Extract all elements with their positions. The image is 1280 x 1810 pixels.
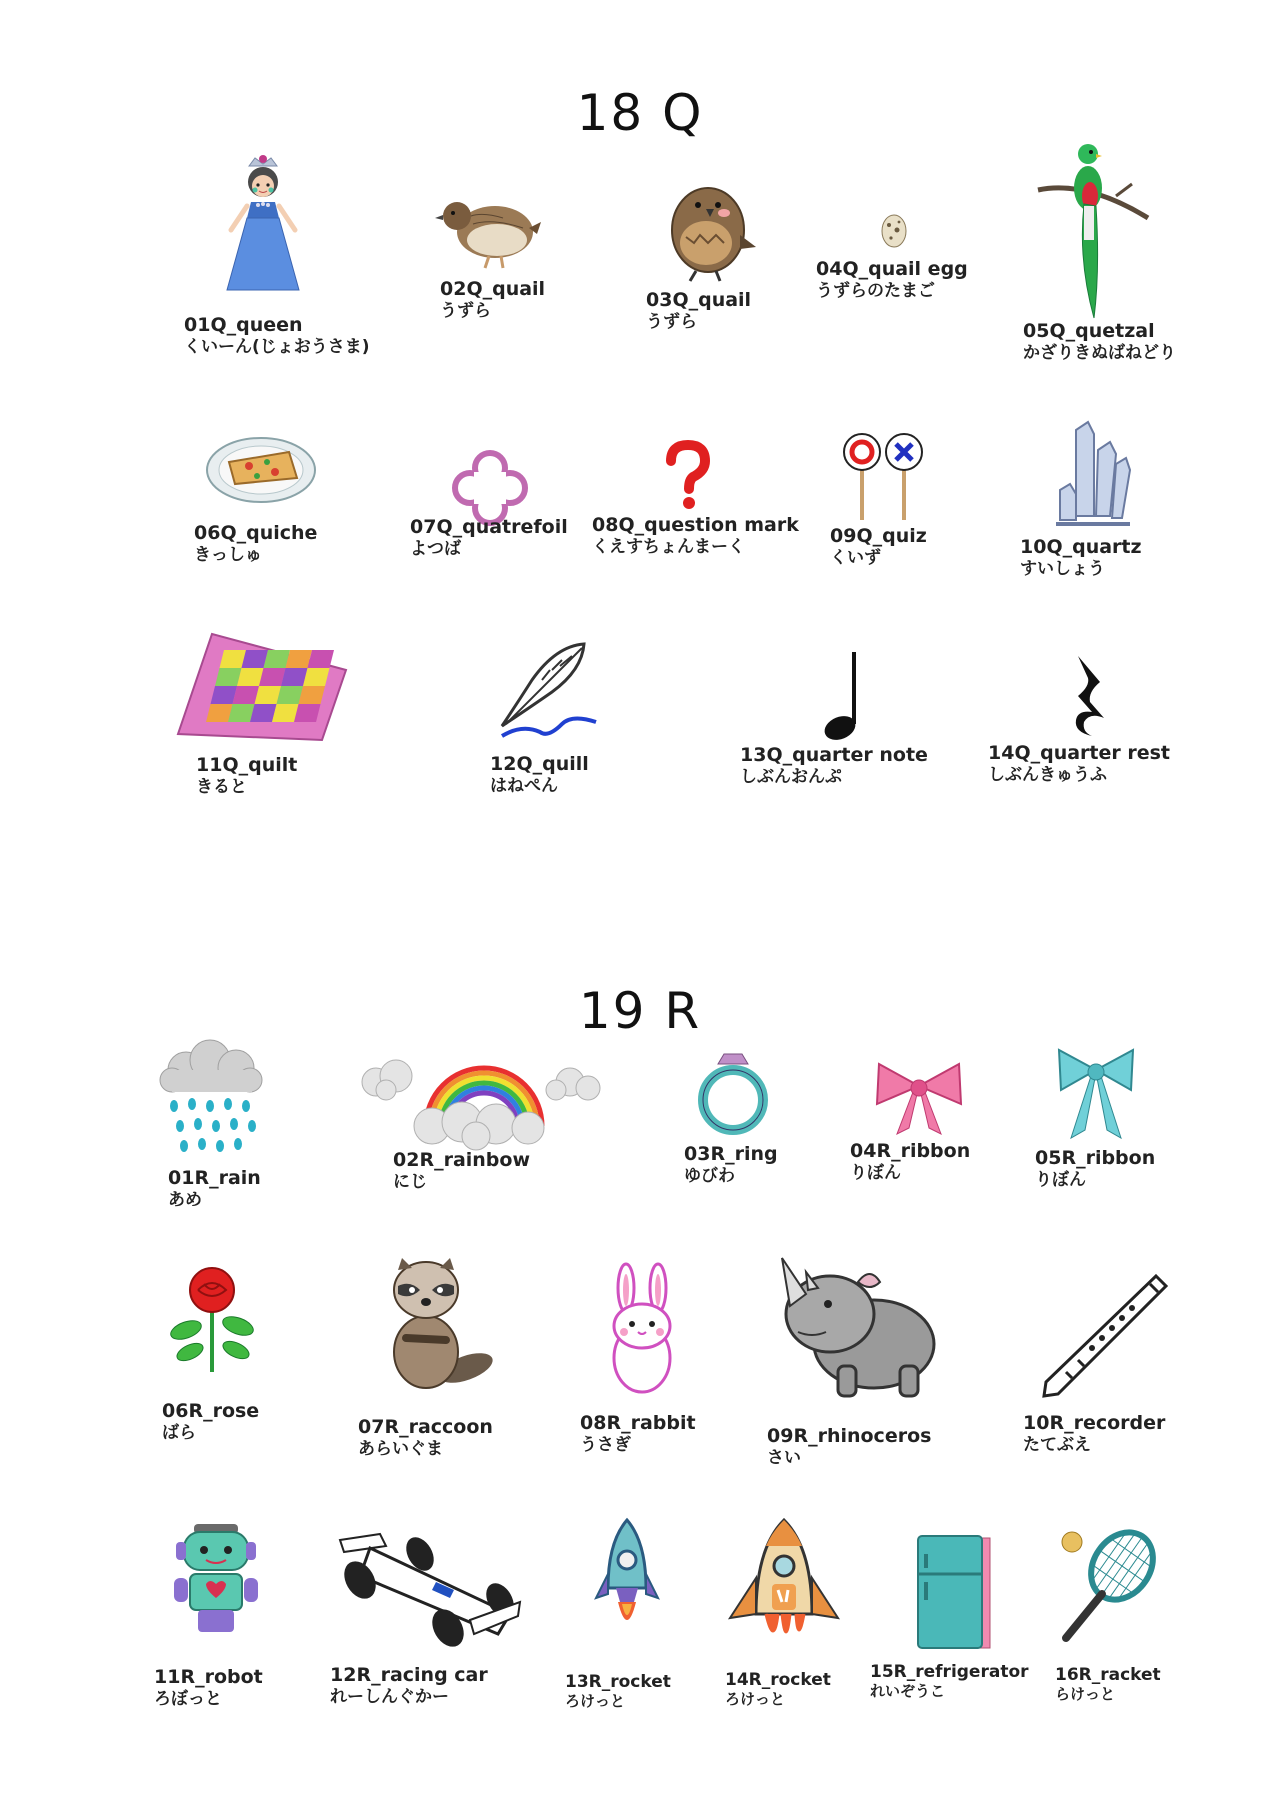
ring-icon <box>692 1050 774 1134</box>
ribbon-icon <box>1055 1046 1137 1140</box>
item-label-en: 07Q_quatrefoil <box>410 516 568 538</box>
rabbit-icon <box>602 1262 682 1396</box>
item-label-en: 11R_robot <box>154 1666 263 1688</box>
quail-icon <box>660 175 760 285</box>
item-label-jp: すいしょう <box>1020 558 1105 579</box>
item-label-jp: にじ <box>393 1171 427 1192</box>
racket-icon <box>1056 1526 1160 1646</box>
item-label-en: 13Q_quarter note <box>740 744 928 766</box>
quail-icon <box>433 188 543 270</box>
item-label-en: 10R_recorder <box>1023 1412 1166 1434</box>
item-label-en: 02R_rainbow <box>393 1149 531 1171</box>
item-label-en: 14R_rocket <box>725 1670 831 1690</box>
item-label-jp: れいぞうこ <box>870 1682 946 1701</box>
item-label-jp: うさぎ <box>580 1434 631 1455</box>
item-label-en: 12R_racing car <box>330 1664 488 1686</box>
racing-car-icon <box>330 1524 526 1650</box>
item-label-en: 04Q_quail egg <box>816 258 968 280</box>
rainbow-icon <box>356 1046 604 1148</box>
recorder-icon <box>1040 1272 1170 1400</box>
item-label-jp: うずらのたまご <box>816 280 935 301</box>
item-label-en: 16R_racket <box>1055 1665 1161 1685</box>
quilt-icon <box>176 630 348 742</box>
item-label-en: 13R_rocket <box>565 1672 671 1692</box>
quarter-note-icon <box>818 650 866 742</box>
item-label-en: 08R_rabbit <box>580 1412 696 1434</box>
item-label-en: 01Q_queen <box>184 314 303 336</box>
item-label-en: 10Q_quartz <box>1020 536 1142 558</box>
item-label-jp: うずら <box>646 311 697 332</box>
item-label-jp: しぶんおんぷ <box>740 766 842 787</box>
rhinoceros-icon <box>778 1254 938 1400</box>
section-title-q: 18 Q <box>576 84 704 142</box>
item-label-en: 09Q_quiz <box>830 525 927 547</box>
item-label-jp: らけっと <box>1055 1685 1116 1704</box>
robot-icon <box>170 1522 262 1636</box>
rain-icon <box>160 1040 264 1160</box>
item-label-jp: かざりきぬばねどり <box>1023 342 1176 363</box>
item-label-jp: きっしゅ <box>194 544 262 565</box>
ribbon-icon <box>873 1060 965 1136</box>
item-label-en: 15R_refrigerator <box>870 1662 1029 1682</box>
item-label-en: 03R_ring <box>684 1143 778 1165</box>
item-label-jp: くいーん(じょおうさま) <box>184 336 370 357</box>
item-label-en: 05Q_quetzal <box>1023 320 1155 342</box>
item-label-jp: ばら <box>162 1422 196 1443</box>
item-label-en: 01R_rain <box>168 1167 261 1189</box>
item-label-jp: くえすちょんまーく <box>592 536 745 557</box>
item-label-jp: あらいぐま <box>358 1438 443 1459</box>
queen-icon <box>213 150 313 305</box>
quiche-icon <box>205 432 317 504</box>
item-label-en: 12Q_quill <box>490 753 589 775</box>
item-label-jp: よつば <box>410 538 461 559</box>
item-label-en: 03Q_quail <box>646 289 752 311</box>
item-label-en: 14Q_quarter rest <box>988 742 1171 764</box>
item-label-jp: しぶんきゅうふ <box>988 764 1107 785</box>
item-label-jp: りぼん <box>850 1162 901 1183</box>
item-label-jp: ゆびわ <box>684 1165 735 1186</box>
item-label-en: 06Q_quiche <box>194 522 318 544</box>
question-mark-icon <box>663 443 713 511</box>
quarter-rest-icon <box>1070 652 1112 738</box>
item-label-jp: ろけっと <box>725 1690 786 1709</box>
rocket-icon <box>592 1518 662 1644</box>
item-label-jp: ろぼっと <box>154 1688 222 1709</box>
section-title-r: 19 R <box>578 982 702 1040</box>
item-label-en: 07R_raccoon <box>358 1416 493 1438</box>
item-label-en: 04R_ribbon <box>850 1140 971 1162</box>
quartz-icon <box>1054 420 1132 530</box>
item-label-en: 05R_ribbon <box>1035 1147 1156 1169</box>
item-label-en: 08Q_question mark <box>592 514 799 536</box>
refrigerator-icon <box>916 1534 992 1650</box>
item-label-jp: うずら <box>440 300 491 321</box>
item-label-jp: はねぺん <box>490 775 558 796</box>
quail-egg-icon <box>879 210 909 250</box>
item-label-en: 06R_rose <box>162 1400 260 1422</box>
item-label-jp: さい <box>767 1447 801 1468</box>
item-label-jp: きると <box>196 776 247 797</box>
item-label-jp: あめ <box>168 1189 202 1210</box>
item-label-jp: りぼん <box>1035 1169 1086 1190</box>
raccoon-icon <box>376 1256 500 1392</box>
item-label-jp: れーしんぐかー <box>330 1686 449 1707</box>
rose-icon <box>156 1266 266 1374</box>
item-label-jp: ろけっと <box>565 1692 626 1711</box>
quill-icon <box>492 640 600 744</box>
item-label-en: 09R_rhinoceros <box>767 1425 932 1447</box>
quetzal-icon <box>1036 140 1151 320</box>
item-label-jp: くいず <box>830 547 881 568</box>
item-label-jp: たてぶえ <box>1023 1434 1091 1455</box>
rocket-icon <box>726 1518 842 1652</box>
item-label-en: 11Q_quilt <box>196 754 298 776</box>
quiz-icon <box>842 432 926 522</box>
item-label-en: 02Q_quail <box>440 278 546 300</box>
